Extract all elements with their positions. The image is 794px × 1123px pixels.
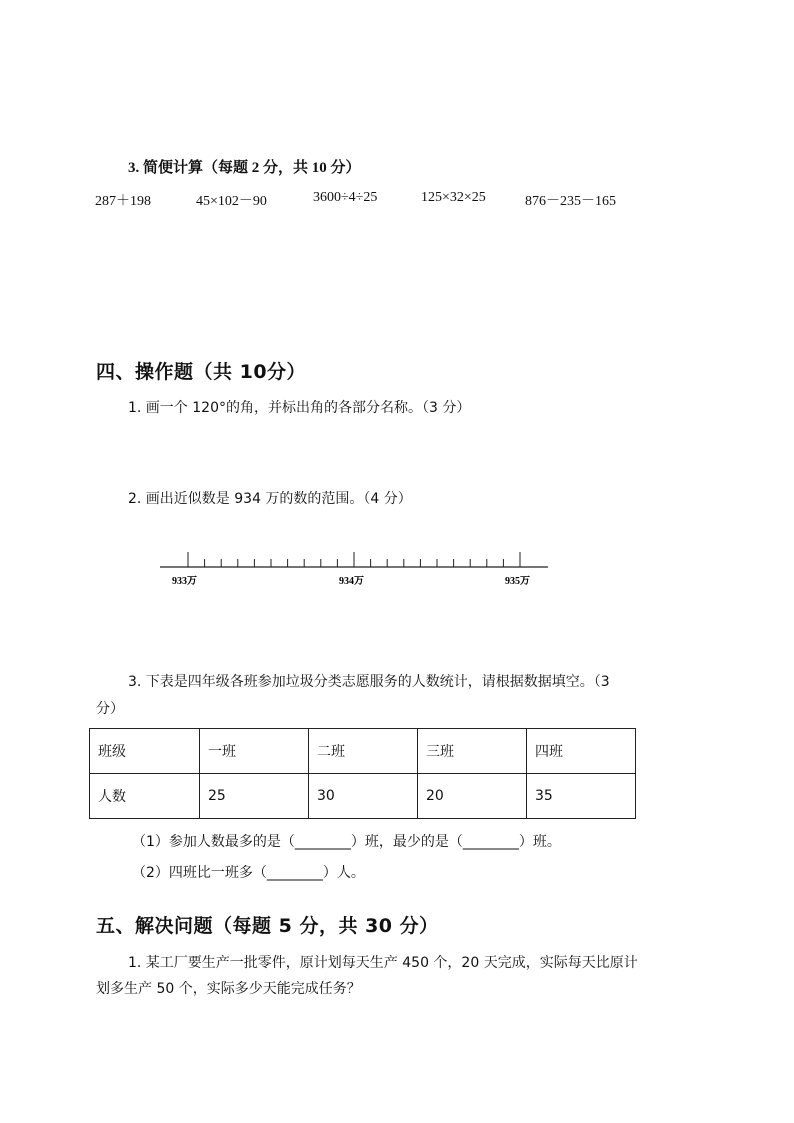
question-5-1-line1: 1. 某工厂要生产一批零件，原计划每天生产 450 个，20 天完成，实际每天比原计 (128, 955, 638, 971)
fill-question-1: （1）参加人数最多的是（________）班，最少的是（________）班。 (132, 834, 561, 850)
table-cell: 二班 (309, 729, 418, 774)
number-line-label-935: 935万 (505, 576, 530, 587)
table-cell: 25 (200, 774, 309, 819)
table-cell: 四班 (527, 729, 636, 774)
table-cell: 一班 (200, 729, 309, 774)
section-5-title: 五、解决问题（每题 5 分，共 30 分） (96, 915, 439, 937)
expression-2: 45×102－90 (196, 194, 267, 209)
question-4-2: 2. 画出近似数是 934 万的数的范围。（4 分） (128, 491, 412, 507)
number-line-label-933: 933万 (172, 576, 197, 587)
fill-question-2: （2）四班比一班多（________）人。 (132, 865, 365, 881)
number-line (160, 548, 552, 588)
question-4-3-line1: 3. 下表是四年级各班参加垃圾分类志愿服务的人数统计，请根据数据填空。（3 (128, 674, 610, 690)
question-4-1: 1. 画一个 120°的角，并标出角的各部分名称。（3 分） (128, 400, 471, 416)
table-cell: 三班 (418, 729, 527, 774)
question-5-1-line2: 划多生产 50 个，实际多少天能完成任务？ (96, 981, 361, 997)
question-4-3-line2: 分） (96, 701, 124, 717)
volunteer-table (89, 728, 636, 819)
number-line-label-934: 934万 (339, 576, 364, 587)
calc-heading: 3. 简便计算（每题 2 分，共 10 分） (128, 160, 361, 176)
table-cell: 人数 (90, 774, 200, 819)
table-cell: 35 (527, 774, 636, 819)
table-cell: 班级 (90, 729, 200, 774)
table-cell: 30 (309, 774, 418, 819)
expression-3: 3600÷4÷25 (313, 190, 378, 205)
table-header-row (90, 729, 636, 774)
table-row (90, 774, 636, 819)
section-4-title: 四、操作题（共 10分） (96, 361, 307, 383)
number-line-ticks (188, 552, 520, 567)
expression-1: 287＋198 (95, 194, 151, 209)
expression-4: 125×32×25 (421, 190, 486, 205)
expression-5: 876－235－165 (525, 194, 616, 209)
table-cell: 20 (418, 774, 527, 819)
